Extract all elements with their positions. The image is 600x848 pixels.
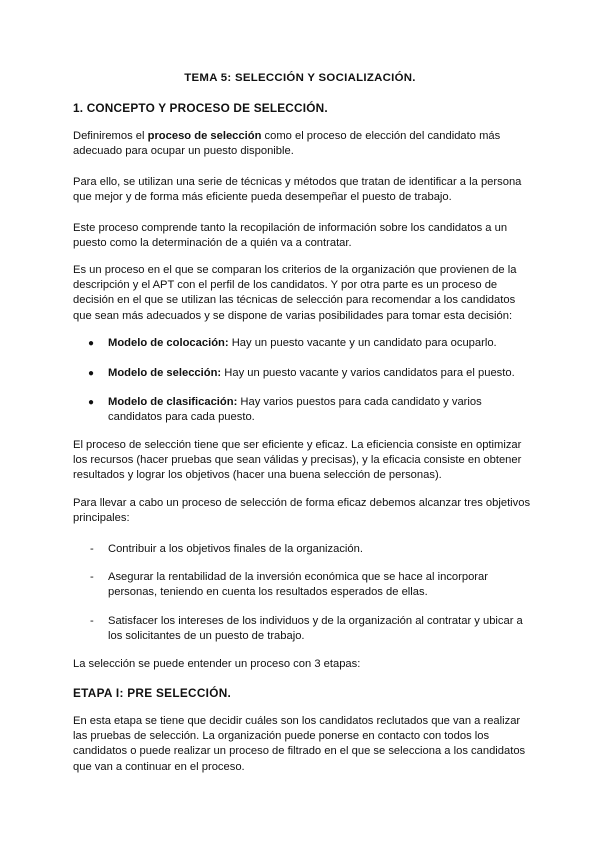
bullet-marker: ● [88, 397, 95, 408]
paragraph: En esta etapa se tiene que decidir cuáles son los candidatos reclutados que van a realizar las pruebas de selección. La organización puede ponerse en contacto con todos los candidatos o puede realizar un proceso de filtrado en el que se selecciona a los candidatos que van a continuar en el proceso. [73, 715, 526, 773]
model-description: Hay varios puestos para cada candidato y varios candidatos para cada puesto. [108, 396, 482, 424]
paragraph: Este proceso comprende tanto la recopilación de información sobre los candidatos a un puesto como la determinación de a quién va a contratar. [73, 222, 508, 250]
list-item-text [108, 336, 528, 351]
model-name: Modelo de clasificación: [108, 396, 238, 408]
paragraph: Para ello, se utilizan una serie de técnicas y métodos que tratan de identificar a la persona que mejor y de forma más eficiente pueda desempeñar el puesto de trabajo. [73, 176, 522, 204]
bullet-marker: ● [88, 368, 95, 379]
model-name: Modelo de colocación: [108, 337, 229, 349]
section-heading: 1. CONCEPTO Y PROCESO DE SELECCIÓN. [73, 101, 328, 115]
model-description: Hay un puesto vacante y varios candidatos para el puesto. [221, 367, 515, 379]
paragraph: La selección se puede entender un proceso con 3 etapas: [73, 658, 361, 670]
paragraph: Para llevar a cabo un proceso de selección de forma eficaz debemos alcanzar tres objetivos principales: [73, 497, 531, 525]
stage-heading: ETAPA I: PRE SELECCIÓN. [73, 686, 232, 700]
paragraph: El proceso de selección tiene que ser eficiente y eficaz. La eficiencia consiste en optimizar los recursos (hacer pruebas que sean válidas y precisas), y la eficacia consiste en obtener resultados y lograr los objetivos (hacer una buena selección de personas). [73, 439, 522, 482]
paragraph-definition [73, 129, 533, 159]
bullet-marker: ● [88, 338, 95, 349]
dash-marker: - [90, 543, 94, 555]
list-item-text: Satisfacer los intereses de los individuos y de la organización al contratar y ubicar a los solicitantes de un puesto de trabajo. [108, 615, 523, 643]
dash-marker: - [90, 571, 94, 583]
definition-term: proceso de selección [147, 130, 262, 142]
definition-pre: Definiremos el [73, 130, 148, 142]
definition-post: como el proceso de elección del candidato más adecuado para ocupar un puesto disponible. [73, 130, 501, 158]
paragraph: Es un proceso en el que se comparan los criterios de la organización que provienen de la descripción y el APT con el perfil de los candidatos. Y por otra parte es un proceso de decisión en el que se utilizan las técnicas de selección para recomendar a los candidatos que sean más adecuados y se dispone de varias posibilidades para tomar esta decisión: [73, 264, 517, 322]
list-item-text: Asegurar la rentabilidad de la inversión económica que se hace al incorporar personas, teniendo en cuenta los resultados esperados de ellas. [108, 571, 488, 599]
dash-marker: - [90, 615, 94, 627]
model-description: Hay un puesto vacante y un candidato para ocuparlo. [228, 337, 497, 349]
list-item-text: Contribuir a los objetivos finales de la organización. [108, 543, 363, 555]
model-name: Modelo de selección: [108, 367, 222, 379]
list-item-text [108, 366, 528, 381]
list-item-text [108, 395, 528, 425]
document-title: TEMA 5: SELECCIÓN Y SOCIALIZACIÓN. [184, 72, 416, 84]
